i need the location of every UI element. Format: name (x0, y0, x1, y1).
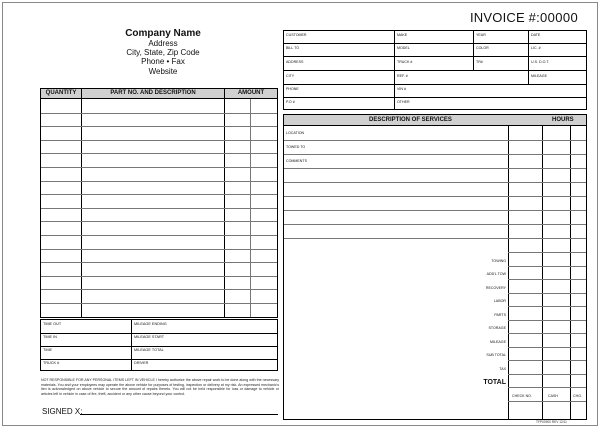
company-header (108, 28, 218, 76)
signature-line[interactable] (80, 414, 278, 415)
services-row[interactable] (284, 196, 586, 197)
time-in-field[interactable]: TIME IN (43, 335, 57, 339)
bill-to-field[interactable]: BILL TO (286, 46, 300, 50)
services-row[interactable] (508, 279, 586, 280)
services-row[interactable] (508, 306, 586, 307)
part-description-header: PART NO. AND DESCRIPTION (110, 90, 196, 96)
services-divider (570, 126, 571, 419)
invoice-number: 00000 (540, 10, 579, 25)
form-code: TFP03900 REV 12/11 (536, 420, 567, 424)
location-field[interactable]: LOCATION (286, 131, 305, 135)
mileage-ending-field[interactable]: MILEAGE ENDING (134, 322, 167, 326)
parts-row[interactable] (41, 221, 277, 222)
company-phone: Phone • Fax (141, 57, 185, 67)
license-field[interactable]: LIC. # (531, 46, 541, 50)
invoice-label: INVOICE #: (470, 10, 540, 25)
services-row[interactable] (508, 320, 586, 321)
year-field[interactable]: YEAR (476, 33, 486, 37)
time-row-line (41, 359, 277, 360)
disclaimer-text: NOT RESPONSIBLE FOR ANY PERSONAL ITEMS LEFT IN VEHICLE I hereby authorize the above repair work to be done along with the necessary materials. You and your employees may operate the above vehicle for purposes of testing, inspection or delivery at my risk. An expressed mechanic's lien is acknowledged on above vehicle to secure the amount of repairs thereto. You will not be held responsible for loss or damage to vehicle or articles left in vehicle in case of fire, theft, accident or any other cause beyond your control. (41, 378, 279, 396)
company-name: Company Name (125, 28, 201, 39)
parts-row[interactable] (41, 181, 277, 182)
total-label: TOTAL (483, 379, 506, 386)
parts-row[interactable] (41, 194, 277, 195)
check-no-field[interactable]: CHECK NO. (512, 394, 532, 398)
services-divider (508, 126, 509, 419)
parts-row[interactable] (41, 262, 277, 263)
parts-row[interactable] (41, 126, 277, 127)
towing-label: TOWING (491, 259, 506, 263)
services-row[interactable] (508, 360, 586, 361)
recovery-label: RECOVERY (485, 286, 506, 290)
services-row[interactable] (284, 238, 586, 239)
hours-header: HOURS (552, 117, 574, 123)
description-of-services-header: DESCRIPTION OF SERVICES (369, 117, 452, 123)
company-address: Address (148, 39, 178, 48)
quantity-header: QUANTITY (45, 90, 77, 96)
comments-field[interactable]: COMMENTS (286, 159, 307, 163)
time-divider (131, 320, 132, 370)
services-row[interactable] (284, 182, 586, 183)
charge-field[interactable]: CHG. (573, 394, 582, 398)
services-row[interactable] (508, 387, 586, 388)
parts-row[interactable] (41, 276, 277, 277)
customer-vehicle-grid (283, 30, 587, 110)
subtotal-label: SUB TOTAL (486, 353, 506, 357)
address-field[interactable]: ADDRESS (286, 60, 304, 64)
services-row[interactable] (284, 210, 586, 211)
time-out-field[interactable]: TIME OUT (43, 322, 62, 326)
truck-field[interactable]: TRUCK # (397, 60, 413, 64)
parts-row[interactable] (41, 140, 277, 141)
mileage-total-field[interactable]: MILEAGE TOTAL (134, 348, 164, 352)
parts-row[interactable] (41, 235, 277, 236)
grid-line (284, 97, 586, 98)
amount-header: AMOUNT (237, 90, 265, 96)
cash-field[interactable]: CASH (548, 394, 558, 398)
grid-divider (394, 31, 395, 109)
parts-row[interactable] (41, 153, 277, 154)
services-row[interactable] (508, 333, 586, 334)
grid-divider (528, 31, 529, 84)
color-field[interactable]: COLOR (476, 46, 489, 50)
phone-field[interactable]: PHONE (286, 87, 299, 91)
grid-line (284, 70, 586, 71)
truck-number-field[interactable]: TRUCK # (43, 361, 60, 365)
make-field[interactable]: MAKE (397, 33, 408, 37)
services-row[interactable] (508, 401, 586, 402)
services-header (284, 115, 586, 126)
mileage-field[interactable]: MILEAGE (531, 74, 547, 78)
vin-field[interactable]: VIN # (397, 87, 406, 91)
time-row-line (41, 346, 277, 347)
time-row-line (41, 333, 277, 334)
parts-divider (224, 89, 225, 317)
parts-label: PARTS (494, 313, 506, 317)
services-row[interactable] (284, 224, 586, 225)
services-row[interactable] (284, 154, 586, 155)
grid-divider (473, 31, 474, 70)
addl-tow-label: ADD'L TOW (486, 272, 506, 276)
services-row[interactable] (508, 252, 586, 253)
services-row[interactable] (508, 347, 586, 348)
city-field[interactable]: CITY (286, 74, 295, 78)
services-row[interactable] (508, 374, 586, 375)
customer-field[interactable]: CUSTOMER (286, 33, 307, 37)
company-website: Website (148, 66, 178, 76)
parts-row[interactable] (41, 167, 277, 168)
parts-row[interactable] (41, 249, 277, 250)
services-divider (542, 126, 543, 419)
time-mileage-box (40, 319, 278, 371)
other-field[interactable]: OTHER (397, 100, 410, 104)
parts-table (40, 88, 278, 318)
mileage-total-label: MILEAGE (490, 340, 506, 344)
services-row[interactable] (284, 140, 586, 141)
parts-row[interactable] (41, 113, 277, 114)
driver-field[interactable]: DRIVER (134, 361, 149, 365)
grid-line (284, 56, 586, 57)
parts-row[interactable] (41, 208, 277, 209)
storage-label: STORAGE (488, 326, 506, 330)
parts-divider (81, 89, 82, 317)
ref-field[interactable]: REF. # (397, 74, 408, 78)
model-field[interactable]: MODEL (397, 46, 410, 50)
services-row[interactable] (284, 168, 586, 169)
parts-table-header (41, 89, 277, 99)
po-field[interactable]: P.O # (286, 100, 295, 104)
mileage-start-field[interactable]: MILEAGE START (134, 335, 165, 339)
signed-label: SIGNED X: (42, 407, 83, 416)
company-city: City, State, Zip Code (126, 48, 200, 58)
parts-row[interactable] (41, 289, 277, 290)
grid-line (284, 84, 586, 85)
towed-to-field[interactable]: TOWED TO (286, 145, 306, 149)
parts-row[interactable] (41, 303, 277, 304)
labor-label: LABOR (493, 299, 506, 303)
services-row[interactable] (508, 266, 586, 267)
date-field[interactable]: DATE (531, 33, 541, 37)
usdot-field[interactable]: U.S. D.O.T. (531, 60, 550, 64)
services-table (283, 114, 587, 420)
grid-line (284, 43, 586, 44)
tr-field[interactable]: TR# (476, 60, 483, 64)
services-row[interactable] (508, 293, 586, 294)
tax-label: TAX (499, 367, 506, 371)
time-field[interactable]: TIME (43, 348, 53, 352)
